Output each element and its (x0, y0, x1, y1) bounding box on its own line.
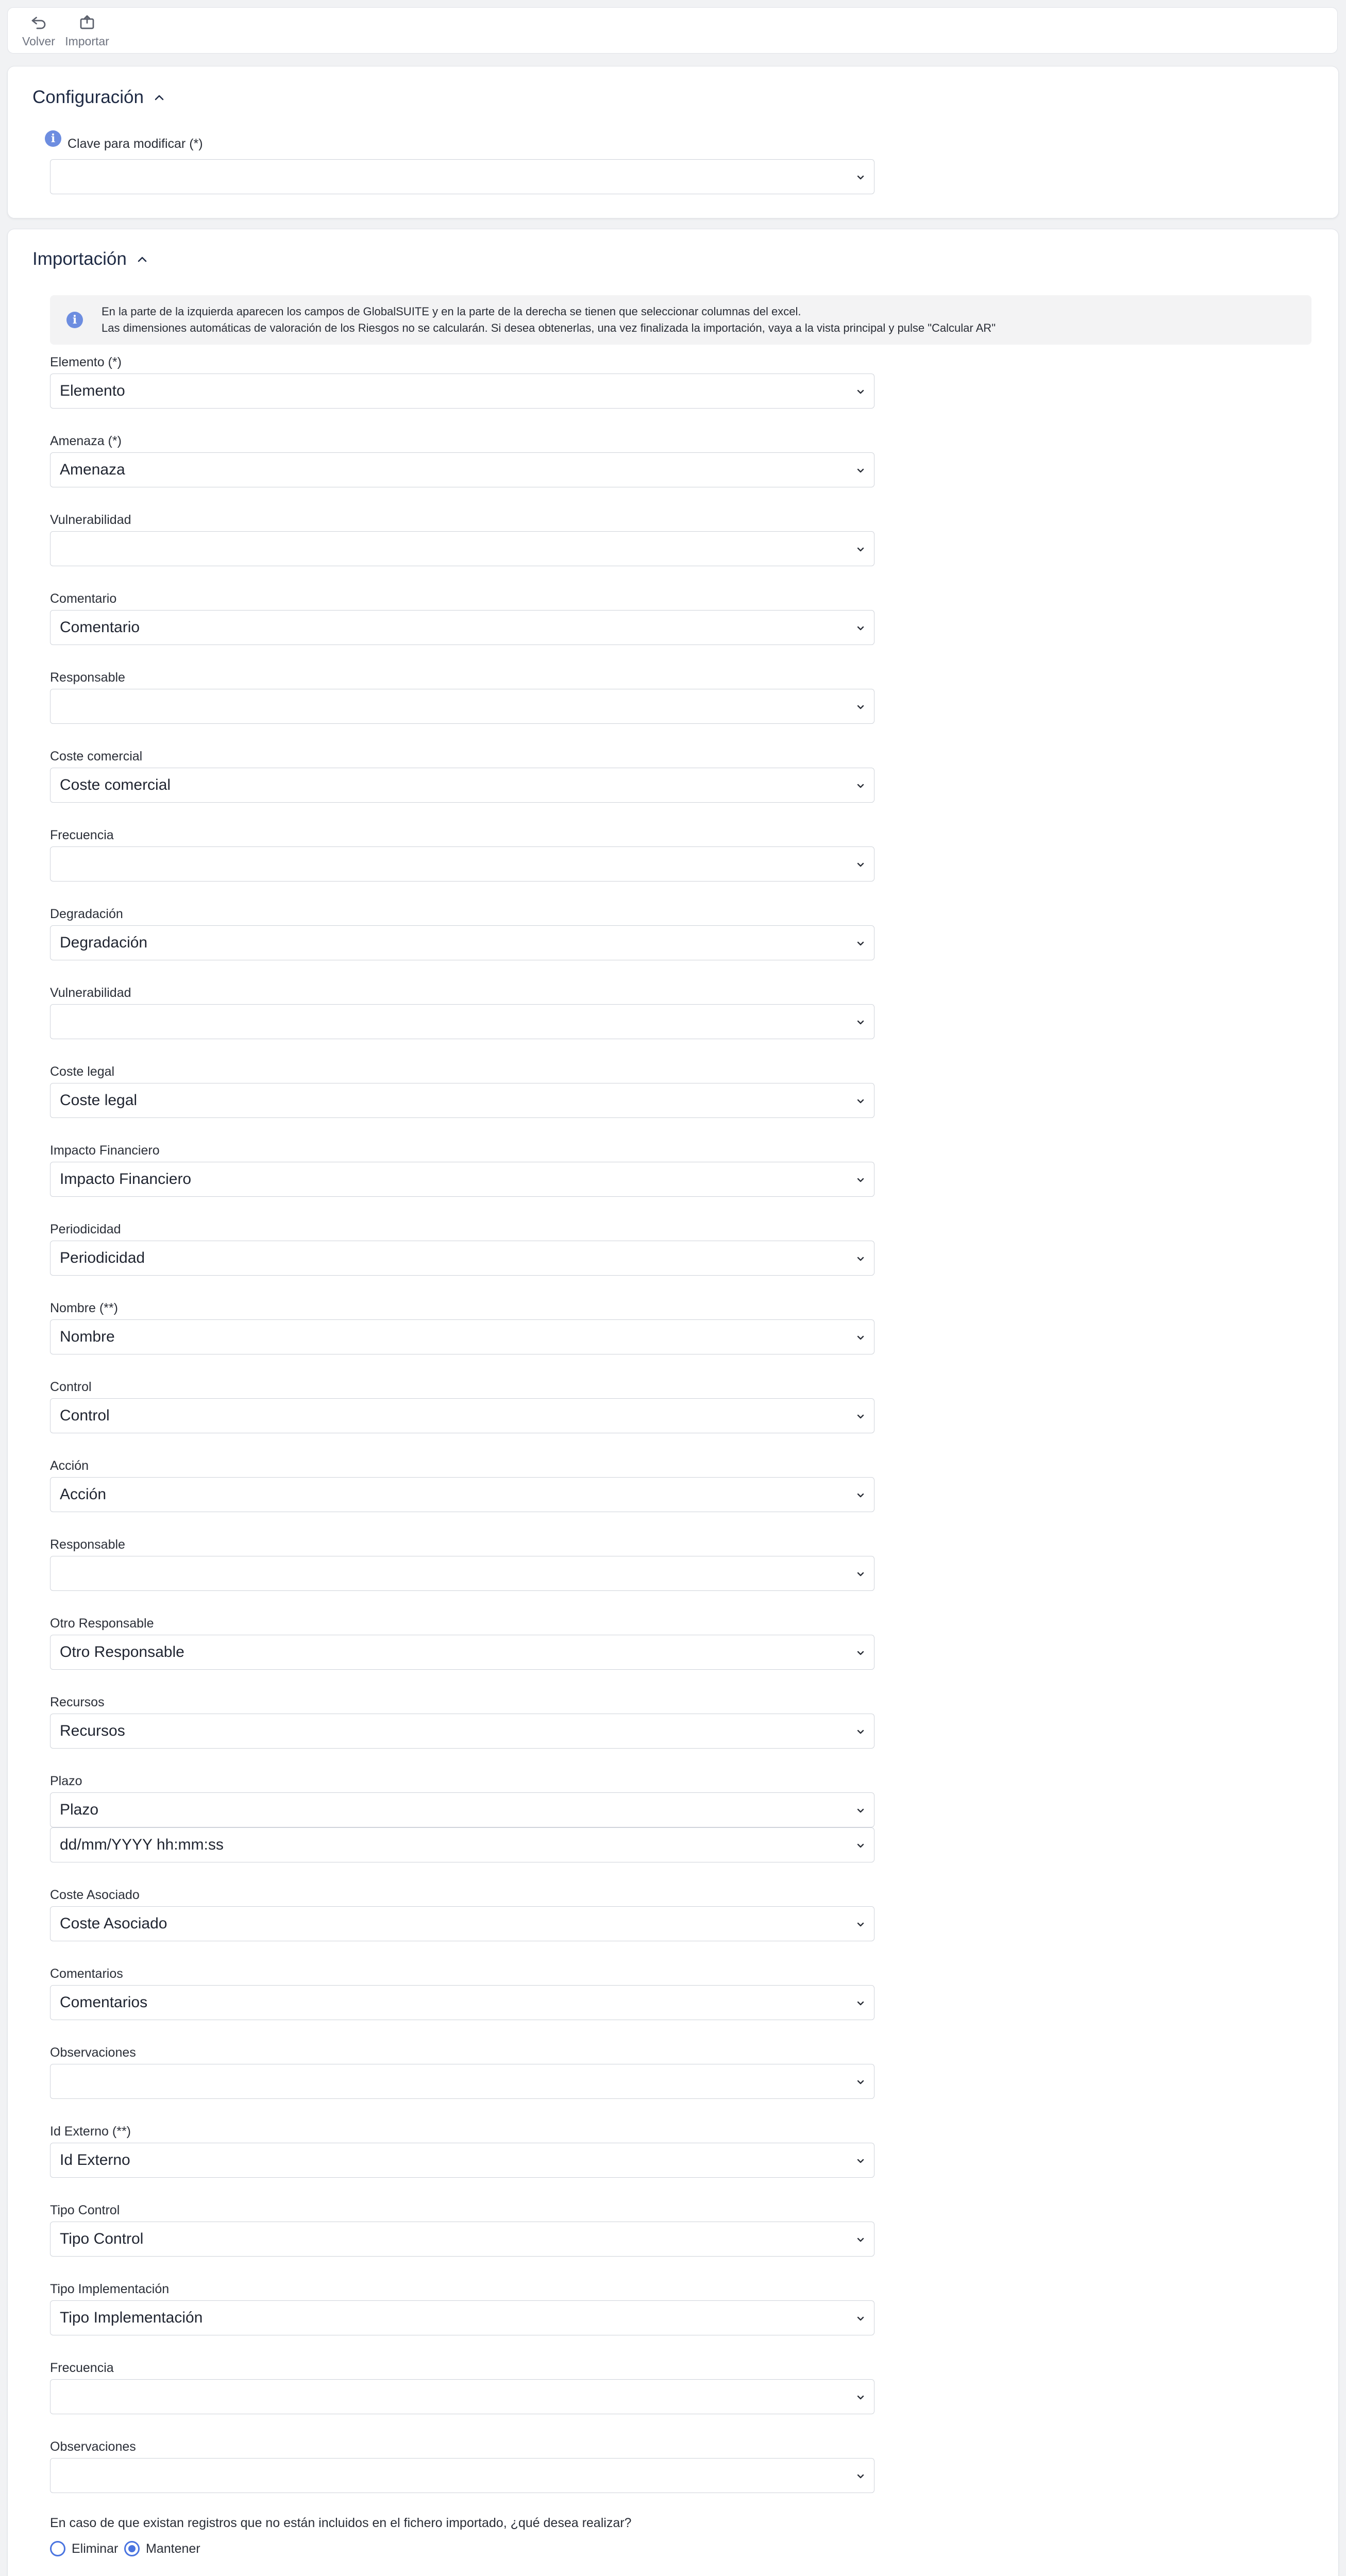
import-panel (7, 229, 1339, 2576)
field-label: Periodicidad (50, 1222, 121, 1236)
field-label: Responsable (50, 1537, 125, 1552)
field-select-value: Recursos (60, 1722, 125, 1739)
chevron-down-icon (854, 1410, 867, 1422)
import-icon (78, 13, 96, 31)
radio-mantener-label: Mantener (146, 2541, 200, 2556)
date-format-value: dd/mm/YYYY hh:mm:ss (60, 1836, 224, 1853)
chevron-down-icon (854, 543, 867, 555)
radio-mantener-circle (124, 2541, 140, 2556)
field-select[interactable] (50, 1004, 874, 1039)
info-icon: i (45, 130, 61, 147)
info-line-2: Las dimensiones automáticas de valoración de los Riesgos no se calcularán. Si desea obtenerlas, una vez finalizada la importación, vaya a la vista principal y pulse "Calcular AR" (102, 321, 996, 334)
chevron-down-icon (854, 2076, 867, 2088)
field-label: Vulnerabilidad (50, 986, 131, 1000)
import-button[interactable] (66, 8, 108, 48)
field-select-value: Comentario (60, 619, 140, 636)
chevron-down-icon (854, 1839, 867, 1852)
field-select[interactable] (50, 1635, 874, 1670)
field-select[interactable] (50, 374, 874, 409)
chevron-down-icon (854, 1095, 867, 1107)
undo-icon (29, 13, 48, 31)
field-label: Coste legal (50, 1064, 115, 1079)
field-label: Comentarios (50, 1967, 123, 1981)
field-select[interactable] (50, 531, 874, 566)
field-select[interactable] (50, 1241, 874, 1276)
field-label: Vulnerabilidad (50, 513, 131, 527)
info-text (102, 303, 996, 336)
field-select-value: Otro Responsable (60, 1643, 184, 1660)
field-label: Tipo Control (50, 2203, 120, 2217)
field-select[interactable] (50, 1477, 874, 1512)
records-question: En caso de que existan registros que no están incluidos en el fichero importado, ¿qué desea realizar? (50, 2516, 632, 2530)
field-select[interactable] (50, 2222, 874, 2257)
date-format-select[interactable] (50, 1827, 874, 1862)
chevron-down-icon (854, 1252, 867, 1265)
chevron-down-icon (854, 385, 867, 398)
chevron-down-icon (854, 1725, 867, 1738)
chevron-down-icon (854, 1997, 867, 2009)
field-select-value: Impacto Financiero (60, 1171, 192, 1188)
chevron-down-icon (854, 701, 867, 713)
chevron-down-icon (854, 937, 867, 950)
field-select[interactable] (50, 768, 874, 803)
field-select[interactable] (50, 1319, 874, 1354)
field-label: Comentario (50, 591, 117, 606)
config-header[interactable] (32, 87, 164, 108)
info-line-1: En la parte de la izquierda aparecen los campos de GlobalSUITE y en la parte de la derecha se tienen que seleccionar columnas del excel. (102, 305, 801, 318)
chevron-down-icon (854, 2233, 867, 2246)
chevron-down-icon (854, 2391, 867, 2403)
chevron-down-icon (854, 1016, 867, 1028)
chevron-down-icon (854, 1489, 867, 1501)
field-label: Responsable (50, 670, 125, 685)
field-select[interactable] (50, 2458, 874, 2493)
info-box (50, 295, 1311, 345)
chevron-down-icon (854, 1568, 867, 1580)
toolbar (7, 7, 1338, 54)
field-label: Degradación (50, 907, 123, 921)
field-select-value: Control (60, 1407, 110, 1424)
chevron-down-icon (854, 2155, 867, 2167)
import-title: Importación (32, 249, 127, 269)
import-label: Importar (65, 35, 109, 48)
radio-selected-dot (128, 2545, 136, 2552)
field-select[interactable] (50, 2379, 874, 2414)
chevron-down-icon (854, 1331, 867, 1344)
field-label: Recursos (50, 1695, 105, 1709)
field-label: Amenaza (*) (50, 434, 122, 448)
chevron-down-icon (854, 622, 867, 634)
field-label: Observaciones (50, 2439, 136, 2454)
field-label: Plazo (50, 1774, 82, 1788)
key-select[interactable] (50, 159, 874, 194)
field-select[interactable] (50, 452, 874, 487)
chevron-down-icon (854, 1804, 867, 1817)
field-select[interactable] (50, 925, 874, 960)
field-label: Frecuencia (50, 828, 114, 842)
field-label: Coste Asociado (50, 1888, 140, 1902)
radio-eliminar[interactable] (50, 2541, 118, 2556)
field-select-value: Elemento (60, 382, 125, 399)
field-select[interactable] (50, 1162, 874, 1197)
field-select-value: Nombre (60, 1328, 115, 1345)
chevron-up-icon (137, 256, 147, 263)
config-panel (7, 66, 1339, 218)
back-label: Volver (22, 35, 55, 48)
info-icon: i (66, 312, 83, 328)
import-header[interactable] (32, 249, 147, 269)
field-select[interactable] (50, 1985, 874, 2020)
field-select-value: Tipo Control (60, 2230, 144, 2247)
chevron-down-icon (854, 1918, 867, 1930)
field-label: Tipo Implementación (50, 2282, 170, 2296)
field-select-value: Coste comercial (60, 776, 171, 793)
field-select-value: Acción (60, 1486, 107, 1503)
field-label: Observaciones (50, 2045, 136, 2060)
field-select-value: Plazo (60, 1801, 99, 1818)
chevron-up-icon (154, 94, 164, 101)
field-select[interactable] (50, 2064, 874, 2099)
chevron-down-icon (854, 171, 867, 183)
field-select-value: Degradación (60, 934, 148, 951)
field-select[interactable] (50, 1906, 874, 1941)
field-select-value: Amenaza (60, 461, 125, 478)
field-select[interactable] (50, 846, 874, 882)
field-select[interactable] (50, 1398, 874, 1433)
field-select[interactable] (50, 1083, 874, 1118)
field-label: Coste comercial (50, 749, 143, 764)
field-select-value: Coste legal (60, 1092, 138, 1109)
config-title: Configuración (32, 87, 144, 107)
field-select[interactable] (50, 1714, 874, 1749)
field-select-value: Coste Asociado (60, 1915, 167, 1932)
chevron-down-icon (854, 2312, 867, 2325)
field-label: Id Externo (**) (50, 2124, 131, 2139)
field-select-value: Comentarios (60, 1994, 148, 2011)
field-select[interactable] (50, 1792, 874, 1827)
field-label: Control (50, 1380, 92, 1394)
key-label: Clave para modificar (*) (68, 137, 203, 151)
radio-eliminar-circle (50, 2541, 65, 2556)
back-button[interactable] (18, 8, 59, 48)
field-select-value: Tipo Implementación (60, 2309, 203, 2326)
field-label: Nombre (**) (50, 1301, 118, 1315)
field-select[interactable] (50, 1556, 874, 1591)
field-select-value: Id Externo (60, 2151, 130, 2168)
field-label: Elemento (*) (50, 355, 122, 369)
field-select[interactable] (50, 2300, 874, 2335)
radio-mantener[interactable] (124, 2541, 200, 2556)
field-select[interactable] (50, 2143, 874, 2178)
chevron-down-icon (854, 779, 867, 792)
field-label: Otro Responsable (50, 1616, 154, 1631)
field-label: Frecuencia (50, 2361, 114, 2375)
chevron-down-icon (854, 858, 867, 871)
field-select[interactable] (50, 689, 874, 724)
field-select[interactable] (50, 610, 874, 645)
chevron-down-icon (854, 1174, 867, 1186)
radio-eliminar-label: Eliminar (72, 2541, 119, 2556)
chevron-down-icon (854, 1647, 867, 1659)
field-select-value: Periodicidad (60, 1249, 145, 1266)
field-label: Impacto Financiero (50, 1143, 160, 1158)
field-label: Acción (50, 1459, 89, 1473)
chevron-down-icon (854, 2470, 867, 2482)
chevron-down-icon (854, 464, 867, 477)
